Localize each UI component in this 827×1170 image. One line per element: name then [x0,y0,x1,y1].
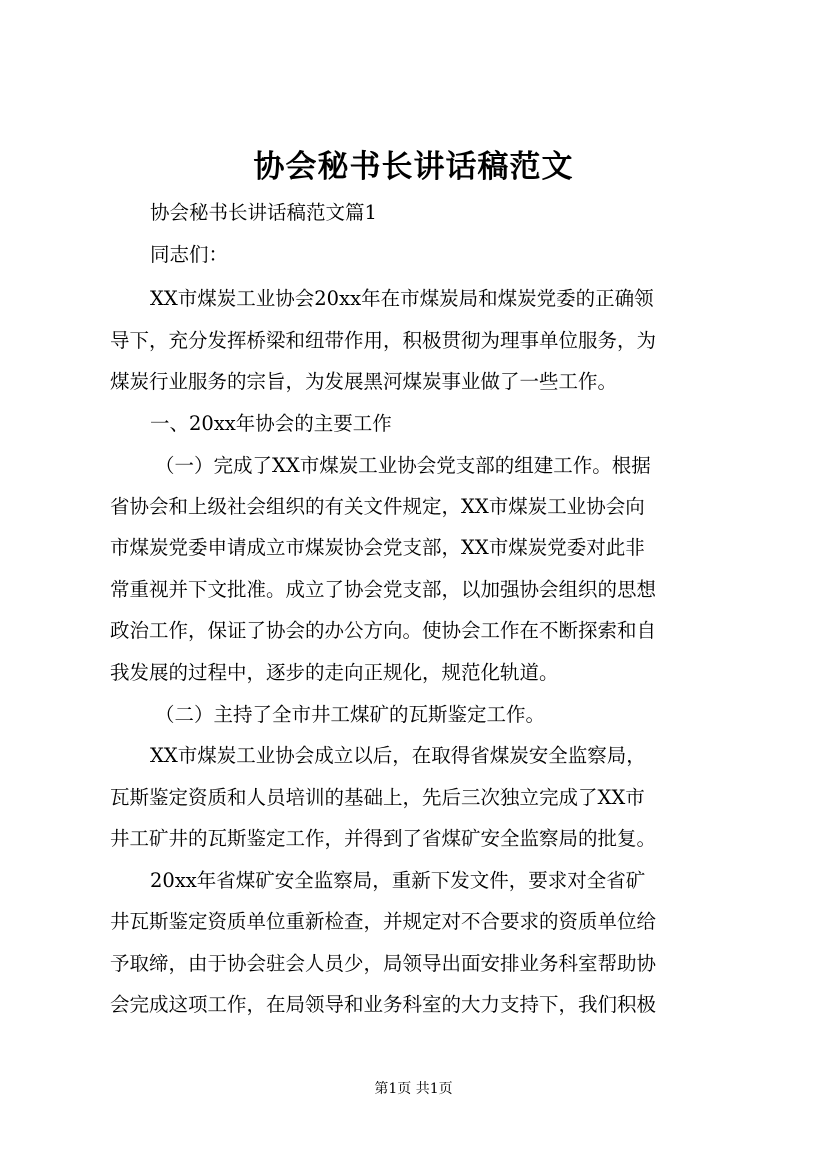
document-title: 协会秘书长讲话稿范文 [253,149,574,185]
paragraph-line: 予取缔，由于协会驻会人员少，局领导出面安排业务科室帮助协 [110,952,657,975]
paragraph-line: 煤炭行业服务的宗旨，为发展黑河煤炭事业做了一些工作。 [110,370,618,393]
subtitle-line: 协会秘书长讲话稿范文篇1 [150,201,377,224]
salutation-line: 同志们： [150,243,229,266]
paragraph-line: XX市煤炭工业协会成立以后，在取得省煤炭安全监察局， [150,744,646,767]
paragraph-line: 瓦斯鉴定资质和人员培训的基础上，先后三次独立完成了XX市 [110,786,645,809]
paragraph-line: 导下，充分发挥桥梁和纽带作用，积极贯彻为理事单位服务，为 [110,329,657,352]
paragraph-line: 会完成这项工作，在局领导和业务科室的大力支持下，我们积极 [110,993,657,1016]
section-heading: 一、20xx年协会的主要工作 [150,412,392,435]
paragraph-line: 我发展的过程中，逐步的走向正规化，规范化轨道。 [110,661,559,684]
paragraph-line: 省协会和上级社会组织的有关文件规定，XX市煤炭工业协会向 [110,495,645,518]
paragraph-line: XX市煤炭工业协会20xx年在市煤炭局和煤炭党委的正确领 [150,287,654,310]
paragraph-line: 井工矿井的瓦斯鉴定工作，并得到了省煤矿安全监察局的批复。 [110,827,657,850]
paragraph-line: 20xx年省煤矿安全监察局，重新下发文件，要求对全省矿 [150,869,646,892]
paragraph-line: 常重视并下文批准。成立了协会党支部，以加强协会组织的思想 [110,578,657,601]
paragraph-line: 井瓦斯鉴定资质单位重新检查，并规定对不合要求的资质单位给 [110,910,657,933]
page-footer: 第1页 共1页 [374,1081,453,1097]
paragraph-line: 政治工作，保证了协会的办公方向。使协会工作在不断探索和自 [110,619,657,642]
subsection-heading: （二）主持了全市井工煤矿的瓦斯鉴定工作。 [155,703,546,726]
paragraph-line: （一）完成了XX市煤炭工业协会党支部的组建工作。根据 [155,454,651,477]
paragraph-line: 市煤炭党委申请成立市煤炭协会党支部，XX市煤炭党委对此非 [110,536,645,559]
